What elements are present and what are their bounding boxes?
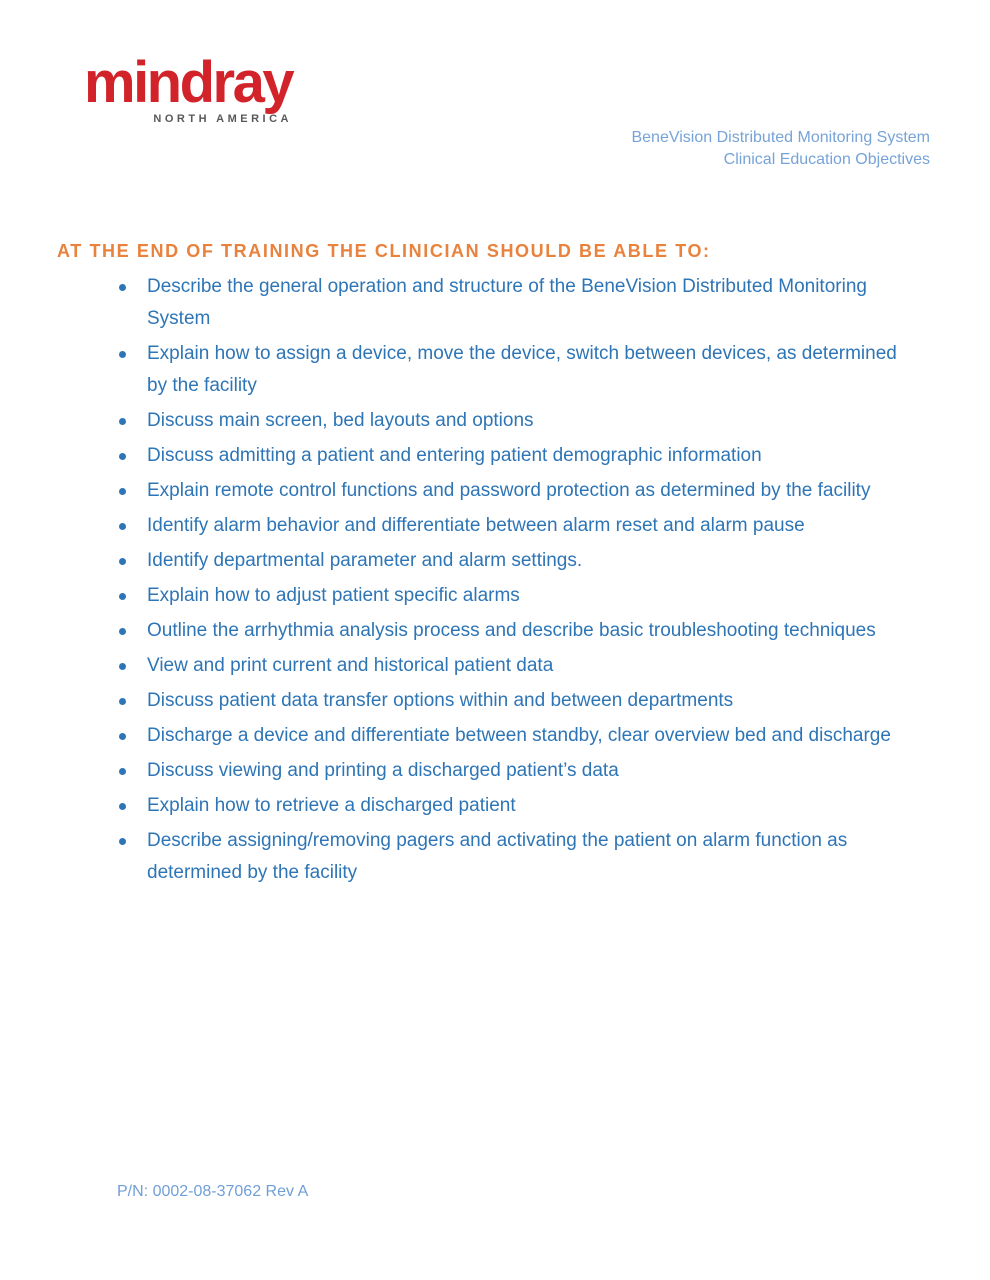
objective-item: Describe assigning/removing pagers and activating the patient on alarm function as determined by the facility [147,825,957,889]
mindray-wordmark: mindray [84,50,293,115]
part-number: P/N: 0002-08-37062 Rev A [117,1183,309,1200]
section-heading: AT THE END OF TRAINING THE CLINICIAN SHOULD BE ABLE TO: [57,241,711,261]
objective-item: Discuss viewing and printing a discharged patient’s data [147,755,957,787]
objective-item: Identify alarm behavior and differentiate between alarm reset and alarm pause [147,510,957,542]
mindray-region-label: NORTH AMERICA [153,113,292,125]
mindray-logo [84,50,326,125]
objective-item: Outline the arrhythmia analysis process and describe basic troubleshooting techniques [147,615,957,647]
objective-item: View and print current and historical patient data [147,650,957,682]
objectives-list [147,271,957,892]
objective-item: Discuss patient data transfer options within and between departments [147,685,957,717]
document-header [631,127,930,171]
document-title-line1: BeneVision Distributed Monitoring System [631,129,930,146]
objective-item: Explain how to retrieve a discharged patient [147,790,957,822]
objective-item: Discharge a device and differentiate between standby, clear overview bed and discharge [147,720,957,752]
objective-item: Discuss main screen, bed layouts and options [147,405,957,437]
objective-item: Discuss admitting a patient and entering patient demographic information [147,440,957,472]
objective-item: Explain how to assign a device, move the device, switch between devices, as determined by the facility [147,338,957,402]
objective-item: Explain how to adjust patient specific alarms [147,580,957,612]
objective-item: Identify departmental parameter and alarm settings. [147,545,957,577]
document-title-line2: Clinical Education Objectives [723,151,930,168]
objective-item: Explain remote control functions and password protection as determined by the facility [147,475,957,507]
objective-item: Describe the general operation and structure of the BeneVision Distributed Monitoring System [147,271,957,335]
